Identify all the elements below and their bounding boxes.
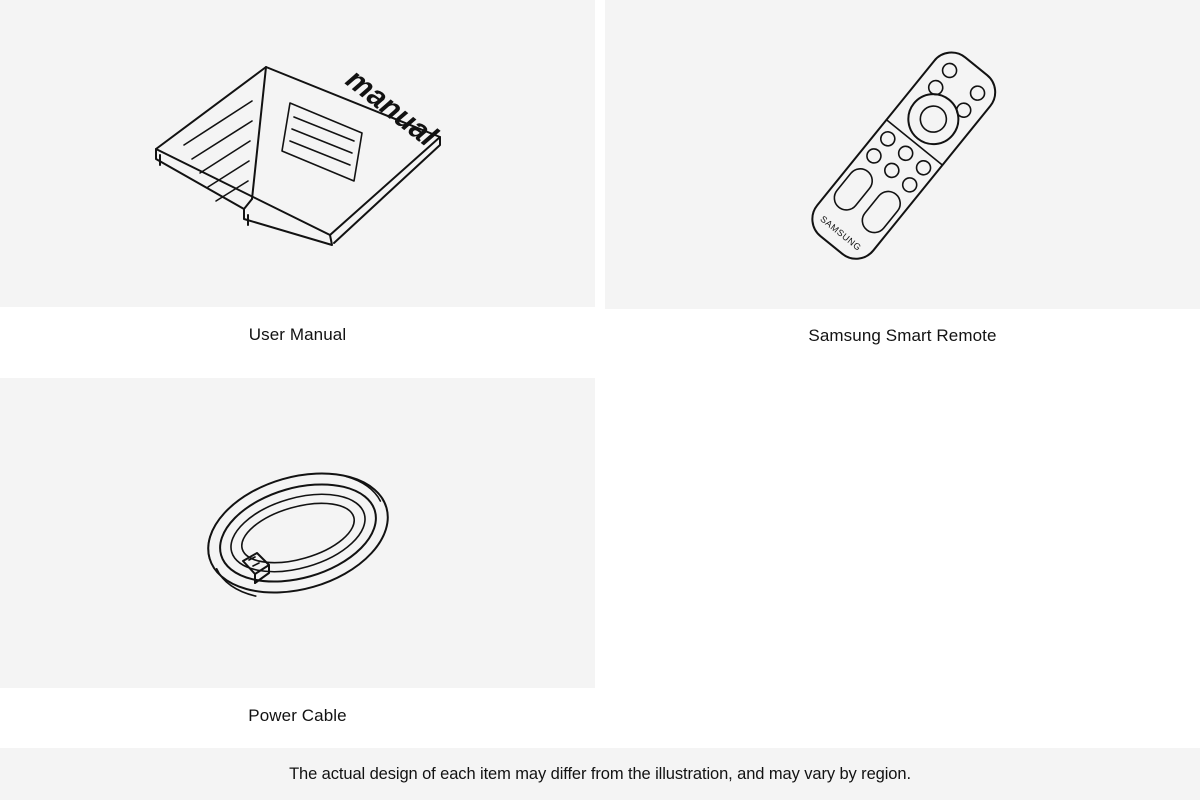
user-manual-cover-text: manual bbox=[339, 62, 443, 153]
accessory-card-smart-remote bbox=[605, 0, 1200, 346]
accessory-label-smart-remote: Samsung Smart Remote bbox=[808, 326, 997, 345]
power-cable-illustration bbox=[0, 378, 595, 688]
user-manual-illustration bbox=[0, 0, 595, 307]
accessory-card-user-manual bbox=[0, 0, 595, 345]
accessory-label-user-manual: User Manual bbox=[248, 325, 347, 344]
accessory-label-power-cable: Power Cable bbox=[248, 706, 347, 725]
remote-brand-text: SAMSUNG bbox=[817, 213, 863, 253]
footer-note bbox=[0, 748, 1200, 800]
accessory-card-power-cable bbox=[0, 378, 595, 726]
smart-remote-illustration bbox=[605, 0, 1200, 309]
footer-note-text: The actual design of each item may differ from the illustration, and may vary by region. bbox=[289, 764, 911, 783]
